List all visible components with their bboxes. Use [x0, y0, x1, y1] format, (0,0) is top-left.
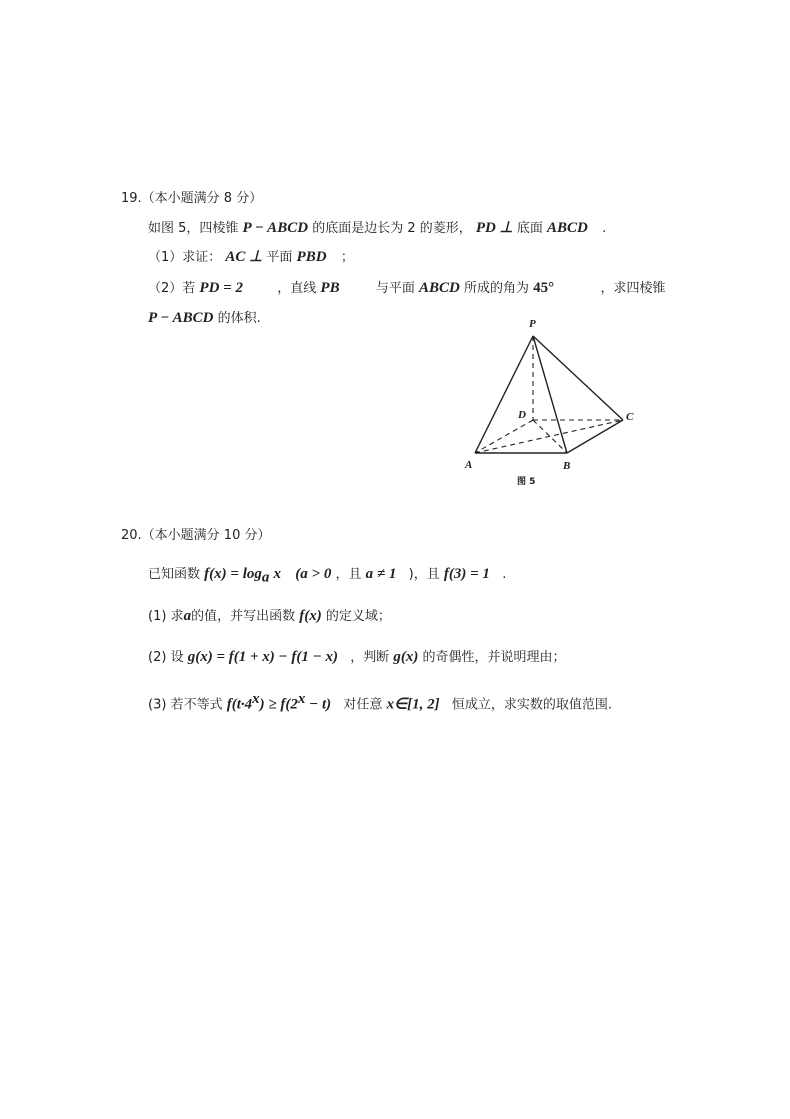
q20-p3-sup1: x — [252, 691, 260, 707]
q20-p1-pre: 求 — [170, 609, 184, 624]
q19-part2 — [148, 279, 665, 298]
q19-intro-base: 底面 — [516, 221, 543, 236]
q20-p3-rhs2: − t) — [305, 696, 332, 713]
q20-intro-x: x — [273, 566, 281, 582]
vertex-label-c: C — [626, 411, 634, 423]
q20-p1-fx: f(x) — [299, 608, 322, 624]
q20-intro-and: ，且 — [335, 567, 362, 582]
q20-intro-end: . — [502, 567, 507, 582]
q19-p1-plane: 平面 — [266, 250, 293, 265]
q19-p1-pbd: PBD — [296, 249, 327, 265]
q19-p2-pyramid: P − ABCD — [148, 310, 214, 326]
q19-part1 — [148, 248, 354, 267]
q20-intro-f3: f(3) = 1 — [443, 566, 490, 582]
q20-p3-mid: 对任意 — [343, 697, 383, 713]
q20-intro — [148, 565, 506, 587]
q19-intro-mid: 的底面是边长为 2 的菱形， — [312, 221, 472, 236]
q19-p2-with: 与平面 — [375, 281, 415, 296]
q19-intro-pyramid: P − ABCD — [242, 220, 309, 236]
q20-part2 — [148, 648, 566, 667]
q20-p3-sup2: x — [297, 691, 306, 707]
q20-p2-num: (2) — [148, 650, 167, 665]
q19-intro-end: . — [602, 221, 607, 236]
q19-p2-angle: 45° — [533, 280, 555, 296]
q20-intro-close: )，且 — [408, 567, 440, 582]
q19-p1-ac: AC ⊥ — [225, 249, 263, 265]
q19-p2-abcd: ABCD — [419, 280, 460, 296]
q19-p1-end: ； — [340, 250, 354, 265]
q19-intro-pre: 如图 5，四棱锥 — [148, 221, 239, 236]
q19-p2-cond: PD = 2 — [199, 280, 243, 296]
vertex-label-d: D — [518, 409, 526, 421]
q19-intro — [148, 219, 606, 238]
q19-p2-volume: 的体积. — [217, 311, 261, 326]
q20-p2-end: 的奇偶性，并说明理由； — [422, 650, 566, 665]
vertex-label-p: P — [529, 318, 536, 330]
q19-intro-abcd: ABCD — [546, 220, 588, 236]
q20-part3 — [148, 690, 612, 714]
q20-part1 — [148, 607, 391, 626]
q19-part2-cont — [148, 309, 261, 328]
q19-intro-pd: PD ⊥ — [475, 220, 513, 236]
q20-p2-mid: ，判断 — [350, 650, 390, 665]
q19-p2-angle-text: 所成的角为 — [464, 281, 530, 296]
q20-intro-fx: f(x) = log — [204, 566, 262, 582]
q20-p2-g: g(x) = f(1 + x) − f(1 − x) — [187, 649, 338, 665]
figure-caption: 图 5 — [517, 477, 536, 487]
q19-header: 19.（本小题满分 8 分） — [121, 191, 263, 206]
q20-p3-domain: x∈[1, 2] — [386, 696, 440, 713]
q19-p2-end: ，求四棱锥 — [600, 281, 666, 296]
q19-p2-line: ，直线 — [277, 281, 317, 296]
q20-p3-lhs: f(t·4 — [226, 696, 253, 713]
q20-p3-num: (3) — [148, 697, 167, 713]
q19-p2-pre: （2）若 — [148, 281, 196, 296]
q20-p1-end: 的定义域； — [325, 609, 391, 624]
pyramid-hidden-edges — [475, 336, 623, 453]
q20-p3-rhs: ) ≥ f(2 — [259, 696, 298, 713]
q20-intro-log-base: a — [261, 569, 270, 586]
q20-p1-mid: 的值，并写出函数 — [191, 609, 296, 624]
q20-p3-pre: 若不等式 — [170, 697, 223, 713]
q20-intro-ne: a ≠ 1 — [365, 566, 397, 582]
q20-p1-a: a — [183, 608, 192, 624]
q20-p2-gx: g(x) — [393, 649, 419, 665]
q20-p3-end: 恒成立，求实数的取值范围. — [451, 697, 613, 713]
vertex-label-b: B — [563, 460, 571, 472]
figure-5-pyramid — [455, 312, 645, 492]
q20-intro-pre: 已知函数 — [148, 567, 201, 582]
q20-intro-cond: (a > 0 — [295, 566, 332, 582]
q20-p2-pre: 设 — [170, 650, 184, 665]
q20-p1-num: (1) — [148, 609, 167, 624]
vertex-label-a: A — [465, 459, 473, 471]
q19-p1-pre: （1）求证： — [148, 250, 222, 265]
q20-header: 20.（本小题满分 10 分） — [121, 528, 271, 543]
q19-p2-pb: PB — [320, 280, 340, 296]
